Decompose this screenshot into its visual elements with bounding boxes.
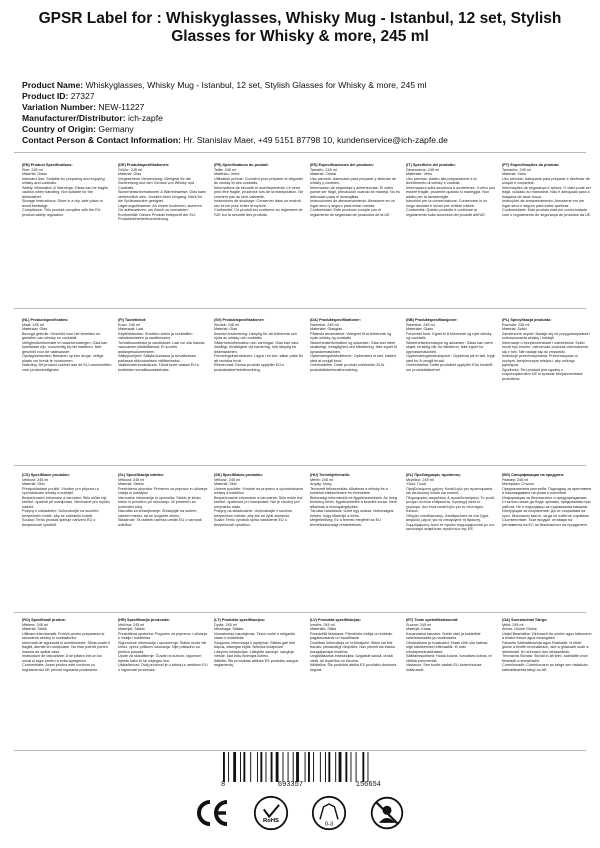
barcode-bar bbox=[271, 752, 273, 782]
spec-section: (LT) Produkto specifikacijos: Dydis: 245 ml Medžiaga: Stiklas Numatomas naudojimas: Tinka ruošti ir mėgautis viskiu ir kokteiliais Saugumo informacija ir įspėjimai: Stiklas gali būti trapus, atsargiai elgtis. Netinka indaplovei. Laikymo instrukcijos: Laikykite sausoje, saugioje vietoje, kad būtų išvengta lūžimo. Atitiktis: Šis produktas atitinka ES produktų saugos reglamentą. bbox=[214, 618, 299, 667]
spec-section: (PT) Especificações do produto: Tamanho: 245 ml Material: Vidro Uso previsto: Adequado para preparar e desfrutar de uísque e coquetéis. Informações de segurança e avisos: O vidro pode ser frágil, cuidado ao manusear. Não é adequado para a máquina de lavar louça. Instruções de armazenamento: Armazene em um lugar seco e seguro para evitar quebras. Conformidade: Este produto está em conformidade com o regulamento de segurança de produtos da UE. bbox=[502, 163, 592, 217]
barcode-bar bbox=[296, 752, 299, 782]
spec-section: (DA) Produktspecifikationer: Størrelse: 245 ml Materiale: Glasglas Påtænkt anvendelse: Velegnet til at forberede og nyde whisky og cocktails Sikkerhedsinformation og advarsler: Glas kan være skrøbeligt, forsigtighed ved håndtering. Ikke egnet til opvaskemaskinen. Opbevaringsinstruktioner: Opbevares et tørt, sikkert sted at undgå brud. Overholdelse: Dette produkt overholder EU's produktsikkerhedsforordning. bbox=[310, 318, 397, 372]
spec-section: (SL) Specifikacija izdelka: Velikost: 245 ml Material: Steklo Predvidena uporaba: Primerno za pripravo in uživanje viskija in koktajlov Varnostne informacije in opozorila: Steklo je lahko krhko in previdno pri rokovanju. Ni primeren za pomivalni stroj. Navodila za shranjevanje: Shranjujte na suhem, varnem mestu, da se izognete zlomu. Skladnost: Ta izdelek ustreza uredbi EU o varnosti izdelkov. bbox=[118, 473, 208, 527]
barcode-bar bbox=[313, 752, 314, 782]
spec-section: (IT) Specifiche del prodotto: Dimensione: 245 ml Materiale: Vetro Uso previsto: Adatto alla preparazione e al divertimento di whisky e cocktail. Informazioni sulla sicurezza e avvertenze: Il vetro può essere fragile, prudente quando si maneggia. Non adatto per la lavastoviglie. Istruzioni per la conservazione: Conservare in un luogo asciutto e sicuro per evitare rotture. Conformità: Questo prodotto è conforme al regolamento sulla sicurezza dei prodotti dell'UE. bbox=[406, 163, 496, 217]
spec-section: (RO) Specificații produs: Mărime: 245 ml Material: Sticlă Utilizare intenționată: Potrivit pentru prepararea și savurarea whisky și cocktailurilor Informații de siguranță și avertismente: Sticla poate fi fragilă, atenție la manipulare. Nu este potrivit pentru mașina de spălat vase. Instrucțiuni de depozitare: A se păstra într-un loc uscat și sigur pentru a evita spargerea. Conformitate: Acest produs este conform cu regulamentul UE privind siguranța produselor. bbox=[22, 618, 110, 672]
svg-text:RoHS: RoHS bbox=[263, 818, 279, 824]
spec-section: (FR) Spécifications du produit: Taille: 245 ml Matériau: Verre Utilisation prévue: Convient pour préparer et déguster du whisky et des cocktails. Informations de sécurité et avertissements: Le verre peut être fragile, prudence lors de la manipulation. Ne convient pas au lave-vaisselle. Instructions de stockage: Conserver dans un endroit sec et sûr pour éviter la rupture. Conformité: Ce produit est conforme au règlement de l'UE sur la sécurité des produits. bbox=[214, 163, 304, 217]
barcode-bar bbox=[233, 752, 236, 782]
page-title: GPSR Label for : Whiskyglasses, Whisky Mug - Istanbul, 12 set, Stylish Glasses for Whisky & more, 245 ml bbox=[38, 10, 562, 45]
spec-section: (GA) Sonraíochtaí Táirge: Méid: 245 ml Ábhar: Gloine Gloine Úsáid Beartaithe: Oiriúnach do uimhic agus taitneamh a bhaint fuisce agus mhanglaim Faisnéis Sábháilteachta agus Rabhadh: Is féidir gloine a bheith leochaileach, aire a ghlacadh nuair a láimhseáil. Ní oiriúnach don mhiasniteoir. Treoracha Stórála: Stóráil in áit tirim, sábháilte chun briseadh a sheachaint. Comhlíonadh: Comhlíonann an táirge seo rialachán sábháilteachta táirgí an AE. bbox=[502, 618, 592, 672]
barcode-bar bbox=[356, 752, 357, 782]
svg-text:0-3: 0-3 bbox=[324, 821, 334, 828]
barcode bbox=[221, 752, 381, 782]
recycling-icon bbox=[311, 793, 347, 833]
meta-manufacturer: Manufacturer/Distributor: ich-zapfe bbox=[22, 113, 163, 123]
divider bbox=[14, 308, 586, 309]
spec-section: (LV) Produkta specifikācijas: Izmērs: 245 ml Materiāls: Stikls Paredzētā lietošana: Piemērots viskija un kokteiļu pagatavošanai un baudīšanai Drošības informācija un brīdinājumi: Stikls var būt trausls, piesardzīgi rīkojoties. Nav piemērots trauku mazgājamajai mašīnai. Uzglabāšanas instrukcijas: Uzglabāt sausā, drošā vietā, lai izvairītos no lūzuma. Atbilstība: Šis produkts atbilst ES produktu drošuma regulai. bbox=[310, 618, 397, 672]
compliance-logos bbox=[195, 788, 405, 838]
rohs-icon bbox=[253, 793, 289, 833]
barcode-bar bbox=[308, 752, 310, 782]
barcode-bar bbox=[283, 752, 284, 782]
divider bbox=[14, 465, 586, 466]
product-meta bbox=[22, 80, 592, 146]
barcode-bar bbox=[362, 752, 364, 782]
spec-section: (HU) Termékjellemzők: Méret: 245 ml Anyag: Üveg Tervezett felhasználás: Alkalmas a whisky és a koktélok elkészítésére és élvezetére Biztonsági információk és figyelmeztetések: Az üveg törékeny lehet, figyelmeztetés a kezelés során. Nem alkalmas a mosogatógéphez. Tárolási utasítások: Üzlet egy száraz, biztonságos helyen, hogy elkerülje a törés. Megfelelőség: Ez a termék megfelel az EU termékbiztonsági rendeletének. bbox=[310, 473, 397, 527]
barcode-bar bbox=[276, 752, 279, 782]
barcode-bar bbox=[243, 752, 245, 782]
barcode-bar bbox=[368, 752, 369, 782]
ce-mark-icon bbox=[195, 793, 231, 833]
barcode-bar bbox=[257, 752, 258, 782]
barcode-bar bbox=[305, 752, 306, 782]
barcode-bar bbox=[228, 752, 229, 782]
spec-section: (SV) Produktspecifikationer: Storlek: 245 ml Material: Glas Avsedd användning: Lämplig för att förbereda och njuta av whisky och cocktails Säkerhetsinformation och varningar: Glas kan vara ömtåligt, försiktighet vid hantering. Inte lämplig för diskmaskinen. Förvaringsinstruktioner: Lagra i en torr, säker plats för att undvika brott. Efterlevnad: Denna produkt uppfyller EU:s produktsäkerhetsförordning. bbox=[214, 318, 303, 372]
barcode-bar bbox=[288, 752, 289, 782]
barcode-digit-group: 693357 bbox=[277, 781, 304, 789]
barcode-bar bbox=[339, 752, 342, 782]
meta-variation-number: Variation Number: NEW-11227 bbox=[22, 102, 145, 112]
meta-contact: Contact Person & Contact Information: Hr. Stanislav Maer, +49 5151 87798 10, kundenservice@ich-zapfe.de bbox=[22, 135, 448, 145]
spec-section: (FI) Tuotetiedot: Koko: 245 ml Materiaali: Lasi Käyttötarkoitus: Soveltuu viskin ja cocktailien valmistamiseen ja nauttimiseen. Turvallisuustiedot ja varoitukset: Lasi voi olla hauras, varovainen käsiteltäessä. Ei sovellu astianpesukoneeseen. Säilytysohjeet: Säilytä kuivassa ja turvallisessa paikassa rikkoutumisen välttämiseksi. Vaatimustenmukaisuus: Tämä tuote vastaa EU:n tuotteiden turvallisuusasetusta. bbox=[118, 318, 206, 372]
spec-section: (DE) Produktspezifikationen: Größe: 245 ml Material: Glas Vorgesehene Verwendung: Geeignet für die Zubereitung und den Genuss von Whisky und Cocktails. Sicherheitsinformationen & Warnhinweise: Glas kann zerbrechlich sein, Vorsicht beim Umgang. Nicht für die Spülmaschine geeignet. Lagerungshinweise: An einem trockenen, sicheren Ort aufbewahren, um Bruch zu vermeiden. Konformität: Dieses Produkt entspricht der EU-Produktsicherheitsverordnung. bbox=[118, 163, 207, 221]
barcode-bar bbox=[328, 752, 330, 782]
spec-section: (HR) Specifikacija proizvoda: Veličina: 245 ml Materijal: Staklo Predviđena upotreba: Pogodno za pripremu i uživanje u viskiju i koktelima Sigurnosne informacije i upozorenja: Staklo može biti krhko, oprez prilikom rukovanja. Nije prikladno za perilicu posuđa. Upute za skladištenje: Čuvati na suhom, sigurnom mjestu kako bi se izbjegao lom. Usklađenost: Ovaj proizvod je u skladu s uredbom EU o sigurnosti proizvoda. bbox=[118, 618, 208, 672]
spec-section: (EL) Προδιαγραφές προϊόντος: Μέγεθος: 245 ml Υλικό: Γυαλί Προβλεπόμενη χρήση: Κατάλληλο για προετοιμασία και απόλαυση ουίσκι και κοκτέιλ Πληροφορίες ασφαλείας & προειδοποιήσεις: Το γυαλί μπορεί να είναι εύθραυστο, προσοχή κατά το χειρισμό. Δεν είναι κατάλληλο για το πλυντήριο πιάτων. Οδηγίες αποθήκευσης: Αποθηκεύστε σε ένα ξηρό, ασφαλές μέρος για να αποφύγετε τη θραύση. Συμμόρφωση: Αυτό το προϊόν συμμορφώνεται με τον κανονισμό ασφάλειας προϊόντων της ΕΕ. bbox=[406, 473, 495, 531]
age-restriction-icon bbox=[369, 793, 405, 833]
barcode-bar bbox=[335, 752, 336, 782]
barcode-bar bbox=[293, 752, 294, 782]
spec-section: (ES) Especificaciones del producto: Tamaño: 245 ml Material: Cristal Uso previsto: Adecuado para preparar y disfrutar de whisky y cócteles. Información de seguridad y advertencias: El vidrio puede ser frágil, precaución cuando se maneja. No es adecuado para el lavavajillas. Instrucciones de almacenamiento: Almacene en un lugar seco y seguro para evitar roturas. Conformidad: Este producto cumple con el reglamento de seguridad de productos de la UE. bbox=[310, 163, 400, 217]
barcode-digit-group: 156654 bbox=[355, 781, 381, 789]
barcode-bar bbox=[266, 752, 267, 782]
meta-product-name: Product Name: Whiskyglasses, Whisky Mug - Istanbul, 12 set, Stylish Glasses for Whisky & more, 245 ml bbox=[22, 80, 427, 90]
divider bbox=[14, 750, 586, 751]
spec-section: (NL) Productspecificaties: Maat: 245 ml Materiaal: Glas Beoogd gebruik: Geschikt voor het bereiden en genieten van whisky en cocktails Veiligheidsinformatie en waarschuwingen: Glas kan kwetsbaar zijn, voorzichtig bij het hanteren. Niet geschikt voor de vaatwasser. Opslaginstructies: Bewaren op een droge, veilige plaats om breuk te voorkomen. Naleving: Dit product voldoet aan de EU-voorschriften voor productveiligheid. bbox=[22, 318, 112, 372]
barcode-bar bbox=[240, 752, 241, 782]
meta-product-id: Product ID: 27327 bbox=[22, 91, 95, 101]
spec-section: (CS) Specifikace produktu: Velikost: 245 ml Materiál: Sklo Předpokládané použití: Vhodné pro přípravu a vychutnávání whisky a koktejlů Bezpečnostní informace a varování: Sklo může být křehké, opatrné při manipulaci. Nevhodné pro myčku nádobí. Pokyny k uskladnění: Uchovávejte na suchém, bezpečném místě, aby se zabránilo rozbití. Soulad: Tento produkt splňuje nařízení EU o bezpečnosti výrobků. bbox=[22, 473, 110, 527]
barcode-bar bbox=[325, 752, 326, 782]
barcode-digit-group: 8 bbox=[221, 781, 226, 789]
spec-section: (SK) Špecifikácia produktu: Veľkosť: 245 ml Materiál: Sklo Určené použitie: Vhodné na prípravu a vychutnávanie whisky a kokteilov Bezpečnostné informácie a varovania: Sklo môže byť krehké, opatrnosť pri manipulácii. Nie je vhodný pre umývačku riadu. Pokyny na skladovanie: Uchovávajte v suchom, bezpečnom mieste, aby ste sa vyhli zlomeniu. Súlad: Tento výrobok spĺňa nariadenie EÚ o bezpečnosti výrobkov. bbox=[214, 473, 304, 527]
barcode-bar bbox=[250, 752, 251, 782]
spec-section: (NB) Produktspesifikasjoner: Størrelse: 245 ml Materiale: Glass Forventet bruk: Egnet til å forberede og nyte whisky og cocktails Sikkerhetsinformasjon og advarsler: Glass kan være skjørt, forsiktig når du håndterer. Ikke egnet for oppvaskmaskinen. Oppbevaringsinstruksjoner: Oppbevar på et tørt, trygt sted for å unngå brudd. Overholdelse: Dette produktet oppfyller EUs forskrift om produktsikkerhet. bbox=[406, 318, 495, 372]
barcode-bar bbox=[223, 752, 225, 782]
barcode-bar bbox=[260, 752, 262, 782]
spec-section: (ET) Toote spetsifikatsioonid: Suurus: 245 ml Materjal: Klaas Kavandatud kasutus: Sobib viski ja kokteilide valmistamiseks ja nautimiseks Ohutusteave ja hoiatused: Klaas võib olla habras, olge käsitsemisel ettevaatlik. Ei sobi nõudepesumasinasse. Säilitamisjuhised: Hoida kuivas, turvalises kohas, et vältida purunemist. Vastavus: See toode vastab ELi tooteohutuse määrusele. bbox=[406, 618, 492, 672]
meta-country-of-origin: Country of Origin: Germany bbox=[22, 124, 134, 134]
spec-section: (PL) Specyfikacja produktu: Rozmiar: 245 ml Materiał: Szkło Zamierzone użycie: Nadaje się do przygotowywania i rozkoszowania whisky i koktajli Informacje o bezpieczeństwie i ostrzeżenia: Szkło może być kruche, ostrożność podczas obchodzenia się z nim. Nie nadaje się do zmywarki. Instrukcje przechowywania: Przechowywać w suchym, bezpiecznym miejscu, aby uniknąć pęknięcia. Zgodność: Ten produkt jest zgodny z rozporządzeniem UE w sprawie bezpieczeństwa produktów. bbox=[502, 318, 591, 381]
divider bbox=[14, 152, 586, 153]
barcode-bar bbox=[345, 752, 347, 782]
barcode-bar bbox=[351, 752, 352, 782]
divider bbox=[14, 612, 586, 613]
spec-section: (BG) Спецификация на продукта: Размер: 245 ml Материал: Стъкло Предназначена употреба: Подходящ за приготвяне и наслаждаване на уиски и коктейли Информация за безопасност и предупреждения: Стъклото може да бъде чупливо, предпазливо при работа. Не е подходящо за съдомиялна машина. Инструкции за съхранение: Да се съхранява на сухо, безопасно място, за да се избегне счупване. Съответствие: Този продукт отговаря на регламента на ЕС за безопасност на продуктите. bbox=[502, 473, 592, 527]
barcode-bar bbox=[320, 752, 321, 782]
spec-section: (EN) Product Specifications: Size: 245 ml Material: Glass Intended Use: Suitable for preparing and enjoying whisky and cocktails. Safety Information & Warnings: Glass can be fragile, caution when handling. Not suitable for the dishwasher. Storage Instructions: Store in a dry, safe place to avoid breakage. Compliance: This product complies with the EU product safety regulation. bbox=[22, 163, 109, 217]
